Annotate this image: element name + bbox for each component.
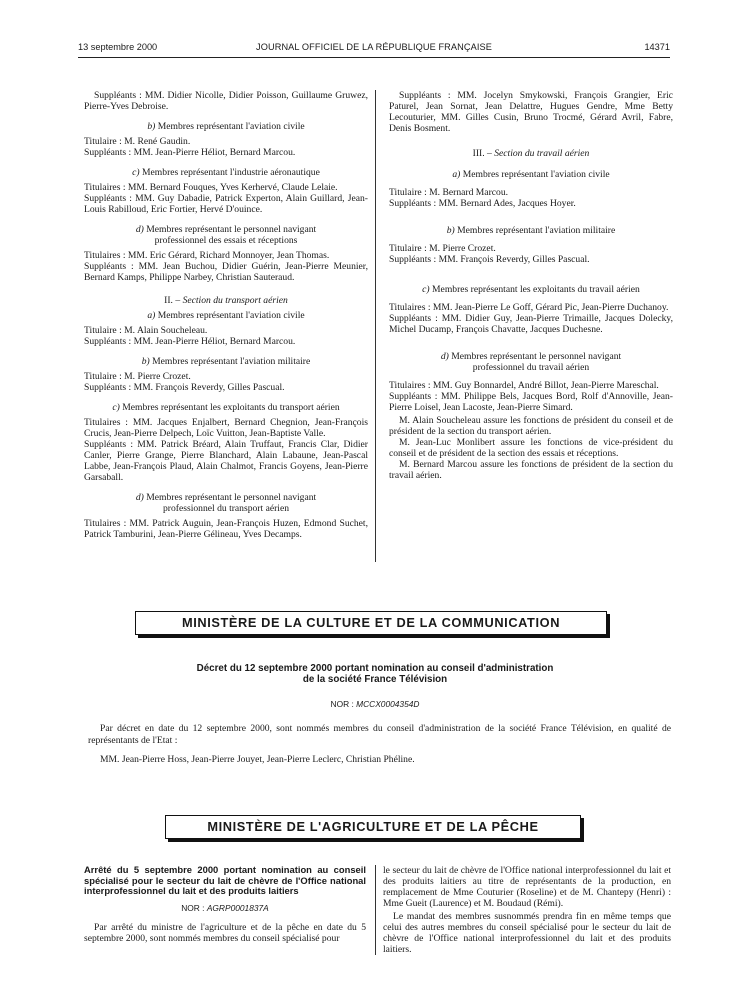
subsection-letter: a) — [147, 310, 156, 321]
subsection-letter: a) — [452, 169, 461, 180]
header-date: 13 septembre 2000 — [78, 42, 158, 52]
text-line: Suppléants : MM. Didier Nicolle, Didier Poisson, Guillaume Gruwez, Pierre-Yves Debroise. — [84, 90, 368, 112]
decree-paragraph: Par décret en date du 12 septembre 2000, sont nommés membres du conseil d'administration de la société France Télévision, en qualité de représentants de l'Etat : — [88, 723, 671, 746]
subsection-title-cont: professionnel du transport aérien — [162, 503, 289, 514]
subsection-title: Membres représentant le personnel navigant — [451, 351, 622, 362]
subsection-letter: d) — [135, 492, 144, 503]
subsection-letter: d) — [440, 351, 449, 362]
arrete-paragraph: Par arrêté du ministre de l'agriculture et de la pêche en date du 5 septembre 2000, sont nommés membres du conseil spécialisé pour — [84, 921, 366, 944]
column-divider — [375, 865, 376, 955]
subsection-title: Membres représentant les exploitants du travail aérien — [432, 284, 640, 295]
text-line: Titulaires : MM. Jean-Pierre Le Goff, Gérard Pic, Jean-Pierre Duchanoy. — [389, 302, 669, 313]
nor-code: AGRP0001837A — [206, 902, 269, 913]
subsection-title: Membres représentant le personnel navigant — [146, 224, 317, 235]
text-line: M. Alain Soucheleau assure les fonctions de président du conseil et de président de la section du transport aérien. — [389, 415, 673, 437]
text-line: Titulaires : MM. Guy Bonnardel, André Billot, Jean-Pierre Mareschal. — [389, 380, 659, 391]
subsection-title: Membres représentant les exploitants du transport aérien — [122, 402, 340, 413]
text-line: Suppléants : MM. Bernard Ades, Jacques Hoyer. — [389, 198, 576, 209]
column-divider — [375, 90, 376, 562]
subsection-title: Membres représentant le personnel navigant — [146, 492, 317, 503]
text-line: Titulaires : MM. Bernard Fouques, Yves Kerhervé, Claude Lelaie. — [84, 182, 338, 193]
subsection-letter: b) — [141, 356, 150, 367]
subsection-title-cont: professionnel des essais et réceptions — [154, 235, 298, 246]
subsection-title: Membres représentant l'aviation militaire — [457, 225, 616, 236]
text-line: Titulaire : M. Alain Soucheleau. — [84, 325, 208, 336]
decree-title — [140, 663, 610, 685]
subsection-heading — [389, 169, 673, 180]
header-rule — [78, 57, 670, 58]
subsection-heading — [84, 167, 368, 178]
text-line: Suppléants : MM. Jean-Pierre Héliot, Bernard Marcou. — [84, 336, 296, 347]
subsection-heading — [84, 121, 368, 132]
text-line: M. Jean-Luc Monlibert assure les fonctions de vice-président du conseil et de président de la section des essais et réceptions. — [389, 437, 673, 459]
text-line: Suppléants : MM. François Reverdy, Gilles Pascual. — [84, 382, 285, 393]
nor-label: NOR : — [181, 902, 205, 913]
subsection-heading — [84, 224, 368, 246]
header-journal-title: JOURNAL OFFICIEL DE LA RÉPUBLIQUE FRANÇAISE — [256, 42, 492, 52]
text-line: Titulaire : M. Bernard Marcou. — [389, 187, 509, 198]
section-number: III. – — [472, 148, 492, 159]
text-line: Titulaire : M. Pierre Crozet. — [389, 243, 496, 254]
text-line: Titulaires : MM. Eric Gérard, Richard Monnoyer, Jean Thomas. — [84, 250, 330, 261]
ministry-banner-agriculture: MINISTÈRE DE L'AGRICULTURE ET DE LA PÊCHE — [165, 815, 581, 839]
text-line: Suppléants : MM. Guy Dabadie, Patrick Experton, Alain Guillard, Jean-Louis Rabilloud, Eric Fortier, Hervé D'ouince. — [84, 193, 368, 215]
text-line: Suppléants : MM. François Reverdy, Gilles Pascual. — [389, 254, 590, 265]
subsection-title: Membres représentant l'aviation civile — [462, 169, 610, 180]
text-line: Titulaire : M. Pierre Crozet. — [84, 371, 191, 382]
nor-label: NOR : — [330, 699, 354, 709]
subsection-letter: c) — [422, 284, 430, 295]
page-header — [78, 42, 670, 56]
subsection-letter: c) — [112, 402, 120, 413]
subsection-letter: b) — [147, 121, 156, 132]
subsection-letter: c) — [132, 167, 140, 178]
section-title: Section du transport aérien — [182, 295, 288, 306]
subsection-letter: b) — [446, 225, 455, 236]
decree-title-line1: Décret du 12 septembre 2000 portant nomination au conseil d'administration — [196, 663, 554, 674]
subsection-heading — [84, 356, 368, 367]
section-heading — [389, 148, 673, 159]
text-line: Suppléants : MM. Jocelyn Smykowski, François Grangier, Eric Paturel, Jean Sornat, Jean Delattre, Hugues Gendre, Mme Betty Lecouturier, MM. Gilles Cusin, Bruno Trocmé, Gérard Avril, Fabre, Denis Bosment. — [389, 90, 673, 134]
subsection-heading — [389, 351, 673, 373]
left-column — [84, 90, 368, 540]
arrete-paragraph: le secteur du lait de chèvre de l'Office national interprofessionnel du lait et des produits laitiers au titre de représentants de la production, en remplacement de Mme Couturier (Roseline) et de M. Chantepy (Henri) : Mme Gueit (Laurence) et M. Boudaud (Rémi). — [383, 865, 671, 909]
arrete-right-column — [383, 865, 671, 955]
nor-reference — [0, 699, 750, 710]
text-line: Titulaires : MM. Jacques Enjalbert, Bernard Chegnion, Jean-François Crucis, Jean-Pierre Delpech, Loïc Vuitton, Jean-Baptiste Valle. — [84, 417, 368, 439]
subsection-heading — [389, 284, 673, 295]
subsection-letter: d) — [135, 224, 144, 235]
text-line: Suppléants : MM. Patrick Bréard, Alain Truffaut, Francis Clar, Didier Canler, Pierre Grange, Pierre Blanchard, Alain Labaune, Jean-Pascal Labbe, Jean-François Plaud, Alain Chalmot, Francis Goyens, Jean-Pierre Garsaball. — [84, 439, 368, 483]
text-line: Suppléants : MM. Jean-Pierre Héliot, Bernard Marcou. — [84, 147, 296, 158]
text-line: Suppléants : MM. Didier Guy, Jean-Pierre Trimaille, Jacques Dolecky, Michel Ducamp, François Chavatte, Jacques Duchesne. — [389, 313, 673, 335]
decree-title-line2: de la société France Télévision — [302, 674, 448, 685]
appointee-names: MM. Jean-Pierre Hoss, Jean-Pierre Jouyet, Jean-Pierre Leclerc, Christian Phéline. — [100, 754, 415, 765]
subsection-title-cont: professionnel du travail aérien — [472, 362, 590, 373]
subsection-title: Membres représentant l'aviation civile — [157, 310, 305, 321]
arrete-title: Arrêté du 5 septembre 2000 portant nomination au conseil spécialisé pour le secteur du lait de chèvre de l'Office national interprofessionnel du lait et des produits laitiers — [84, 864, 366, 896]
text-line: Suppléants : MM. Jean Buchou, Didier Guérin, Jean-Pierre Meunier, Bernard Kamps, Philippe Narbey, Christian Sauteraud. — [84, 261, 368, 283]
text-line: Titulaires : MM. Patrick Auguin, Jean-François Huzen, Edmond Suchet, Patrick Tamburini, Jean-Pierre Gélineau, Yves Decamps. — [84, 518, 368, 540]
text-line: M. Bernard Marcou assure les fonctions de président de la section du travail aérien. — [389, 459, 673, 481]
arrete-left-column — [84, 865, 366, 944]
text-line: Titulaire : M. René Gaudin. — [84, 136, 191, 147]
right-column — [389, 90, 673, 481]
section-heading — [84, 295, 368, 306]
subsection-heading — [389, 225, 673, 236]
nor-code: MCCX0004354D — [356, 699, 420, 709]
section-number: II. – — [164, 295, 181, 306]
subsection-heading — [84, 492, 368, 514]
text-line: Suppléants : MM. Philippe Bels, Jacques Bord, Rolf d'Annoville, Jean-Pierre Loisel, Jean Lacoste, Jean-Pierre Simard. — [389, 391, 673, 413]
header-page-number: 14371 — [644, 42, 670, 52]
subsection-heading — [84, 402, 368, 413]
section-title: Section du travail aérien — [494, 148, 590, 159]
arrete-paragraph: Le mandat des membres susnommés prendra fin en même temps que celui des autres membres du conseil spécialisé pour le secteur du lait de chèvre de l'Office national interprofessionnel du lait et des produits laitiers. — [383, 911, 671, 955]
ministry-banner-culture: MINISTÈRE DE LA CULTURE ET DE LA COMMUNICATION — [135, 611, 607, 635]
subsection-title: Membres représentant l'aviation civile — [157, 121, 305, 132]
subsection-title: Membres représentant l'industrie aéronautique — [142, 167, 320, 178]
subsection-title: Membres représentant l'aviation militaire — [152, 356, 311, 367]
subsection-heading — [84, 310, 368, 321]
nor-reference — [84, 903, 366, 914]
